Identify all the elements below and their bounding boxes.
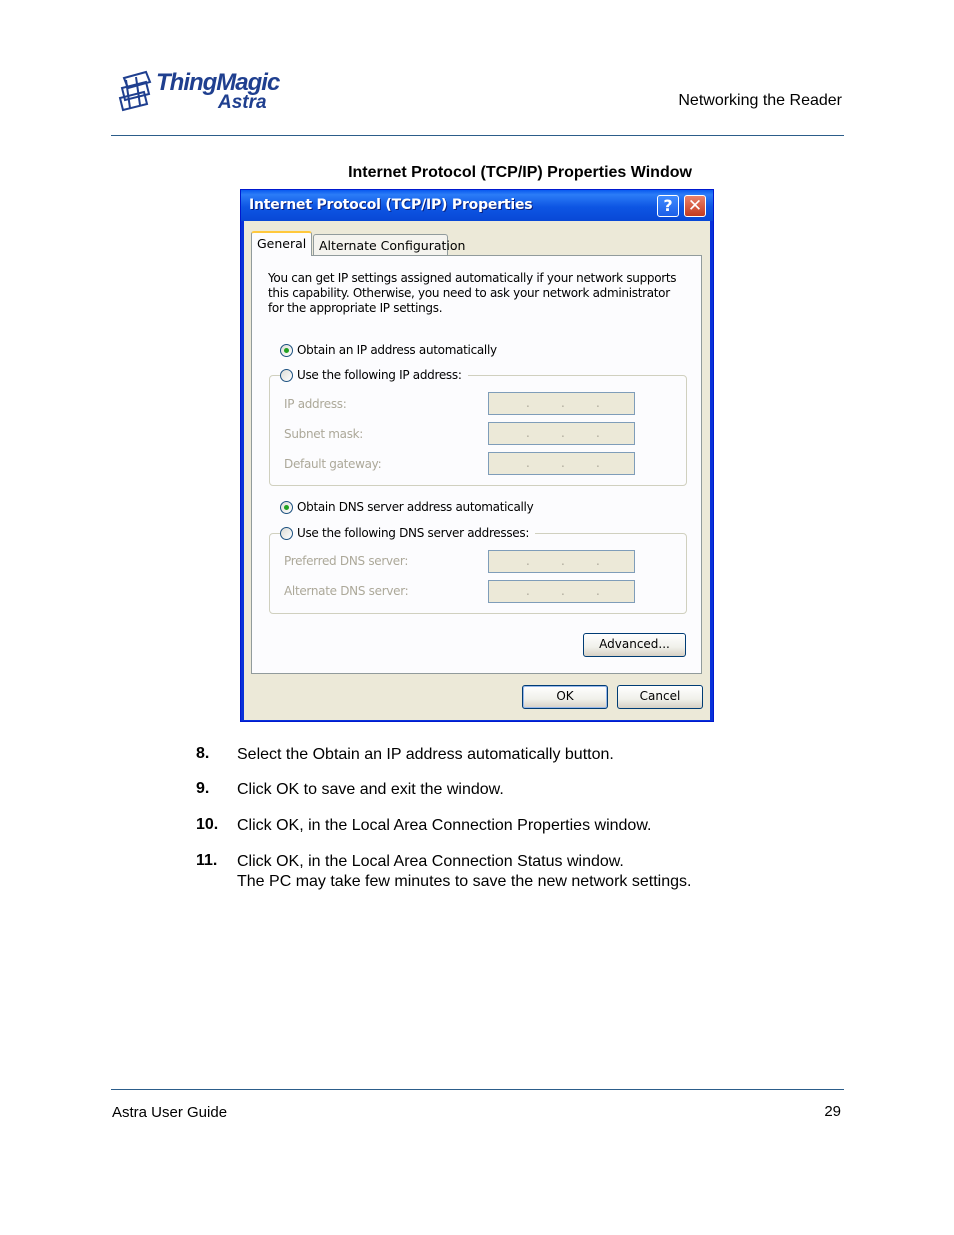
subnet-mask-label: Subnet mask: bbox=[284, 427, 364, 441]
step-text: Click OK, in the Local Area Connection Status window. bbox=[237, 853, 624, 870]
radio-selected-icon bbox=[280, 344, 293, 357]
ok-button[interactable]: OK bbox=[522, 685, 608, 709]
thingmagic-astra-logo bbox=[116, 64, 286, 120]
intro-text: You can get IP settings assigned automatically if your network supports this capability. Otherwise, you need to ask your network administrator for the appropriate IP settings. bbox=[268, 271, 677, 315]
figure-caption: Internet Protocol (TCP/IP) Properties Window bbox=[348, 164, 692, 181]
step-number: 10. bbox=[196, 816, 219, 833]
preferred-dns-input[interactable]: . . . bbox=[488, 550, 635, 573]
footer-rule bbox=[111, 1089, 844, 1090]
logo-product-text: Astra bbox=[218, 92, 267, 113]
tab-general[interactable]: General bbox=[251, 231, 312, 256]
ip-address-label: IP address: bbox=[284, 397, 347, 411]
close-icon[interactable]: ✕ bbox=[684, 195, 706, 217]
default-gateway-label: Default gateway: bbox=[284, 457, 382, 471]
radio-unselected-icon bbox=[280, 369, 293, 382]
advanced-button[interactable]: Advanced... bbox=[583, 633, 686, 657]
alternate-dns-label: Alternate DNS server: bbox=[284, 584, 409, 598]
cancel-button[interactable]: Cancel bbox=[617, 685, 703, 709]
step-text: Click OK to save and exit the window. bbox=[237, 781, 504, 798]
radio-obtain-dns-auto-label: Obtain DNS server address automatically bbox=[297, 500, 534, 514]
radio-use-following-dns[interactable] bbox=[280, 526, 535, 542]
ip-address-input[interactable]: . . . bbox=[488, 392, 635, 415]
radio-obtain-ip-auto-label: Obtain an IP address automatically bbox=[297, 343, 497, 357]
tcpip-properties-dialog bbox=[240, 189, 714, 722]
radio-use-following-ip[interactable] bbox=[280, 368, 468, 384]
dialog-titlebar[interactable] bbox=[241, 190, 713, 221]
logo-brand-text: ThingMagic bbox=[156, 69, 280, 96]
radio-selected-icon bbox=[280, 501, 293, 514]
step-number: 8. bbox=[196, 745, 210, 762]
step-number: 9. bbox=[196, 780, 210, 797]
header-rule bbox=[111, 135, 844, 136]
radio-use-following-ip-label: Use the following IP address: bbox=[297, 368, 462, 382]
radio-obtain-dns-auto[interactable] bbox=[280, 500, 539, 516]
dialog-title: Internet Protocol (TCP/IP) Properties bbox=[249, 197, 533, 213]
page-number: 29 bbox=[824, 1103, 841, 1120]
step-note: The PC may take few minutes to save the new network settings. bbox=[237, 873, 692, 890]
step-text: Click OK, in the Local Area Connection Properties window. bbox=[237, 817, 652, 834]
help-icon[interactable]: ? bbox=[657, 195, 679, 217]
subnet-mask-input[interactable]: . . . bbox=[488, 422, 635, 445]
tab-alternate-configuration[interactable]: Alternate Configuration bbox=[313, 234, 448, 256]
section-title: Networking the Reader bbox=[678, 92, 842, 109]
alternate-dns-input[interactable]: . . . bbox=[488, 580, 635, 603]
logo-mark-icon bbox=[116, 68, 156, 114]
general-tab-panel bbox=[251, 255, 702, 674]
footer-doc-title: Astra User Guide bbox=[112, 1104, 228, 1121]
radio-use-following-dns-label: Use the following DNS server addresses: bbox=[297, 526, 530, 540]
preferred-dns-label: Preferred DNS server: bbox=[284, 554, 409, 568]
step-number: 11. bbox=[196, 852, 218, 869]
radio-obtain-ip-auto[interactable] bbox=[280, 343, 503, 359]
radio-unselected-icon bbox=[280, 527, 293, 540]
default-gateway-input[interactable]: . . . bbox=[488, 452, 635, 475]
dialog-client-area bbox=[244, 221, 710, 720]
step-text: Select the Obtain an IP address automatically button. bbox=[237, 746, 614, 763]
